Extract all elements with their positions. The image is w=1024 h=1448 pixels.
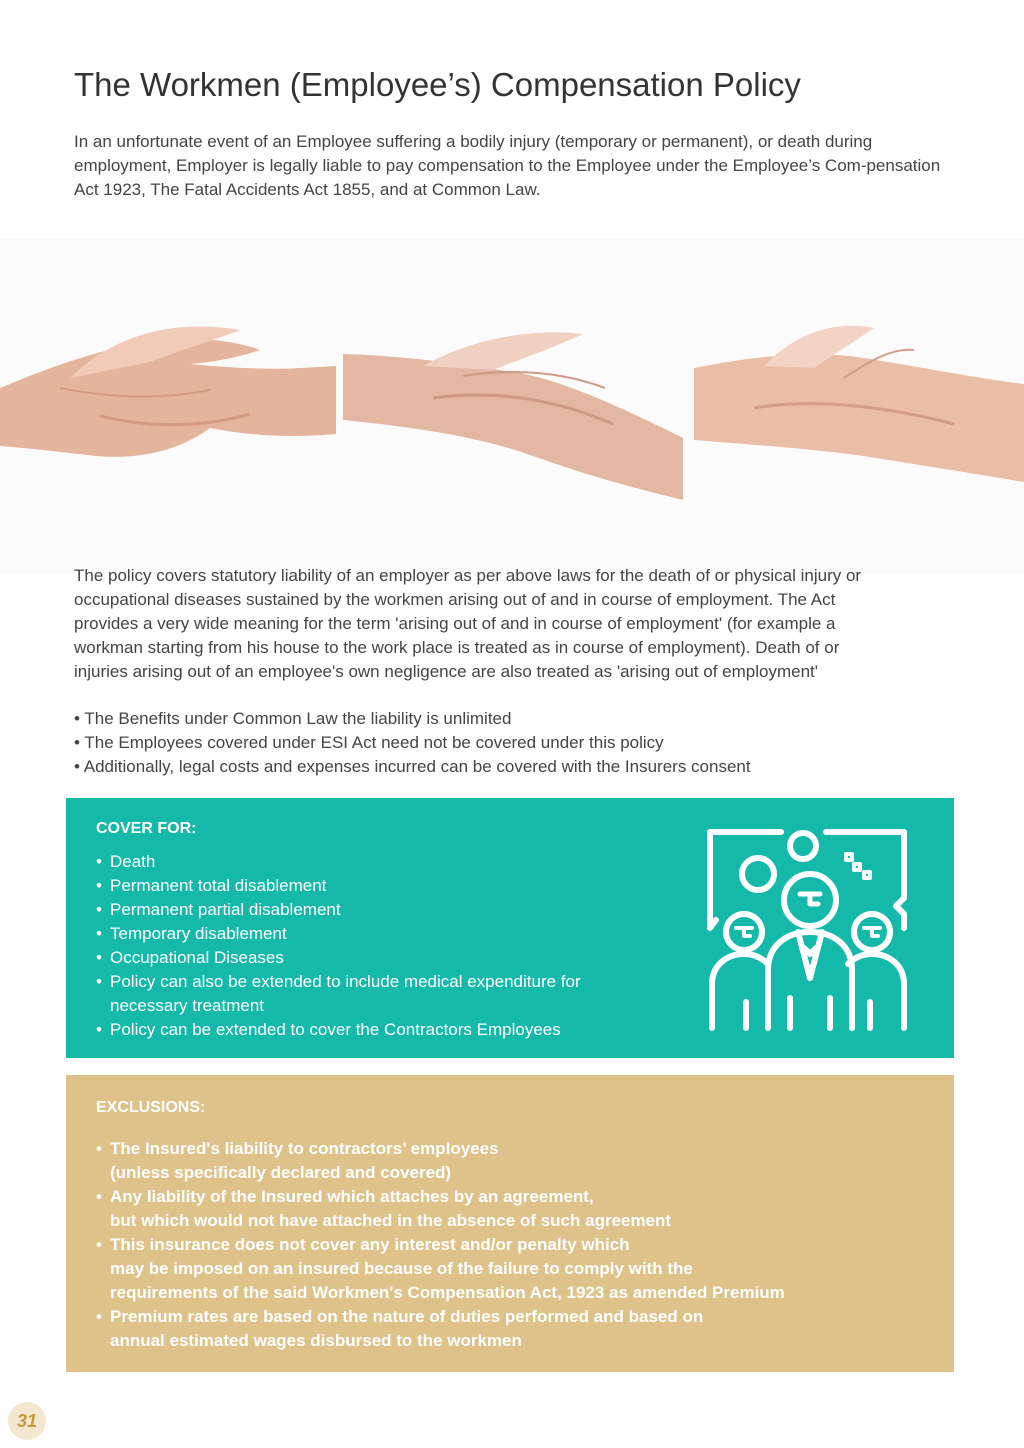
cover-item: • Death <box>96 850 656 874</box>
exclusions-panel <box>66 1075 954 1372</box>
benefit-item: • Additionally, legal costs and expenses incurred can be covered with the Insurers consent <box>74 757 751 776</box>
cover-item: • Occupational Diseases <box>96 946 656 970</box>
exclusion-line: • This insurance does not cover any interest and/or penalty which <box>110 1235 630 1254</box>
exclusion-line: • Any liability of the Insured which attaches by an agreement, <box>110 1187 594 1206</box>
exclusions-heading: EXCLUSIONS: <box>96 1099 206 1116</box>
employees-money-icon <box>706 828 910 1032</box>
benefit-item: • The Employees covered under ESI Act need not be covered under this policy <box>74 733 664 752</box>
exclusion-line: • Premium rates are based on the nature of duties performed and based on <box>110 1307 704 1326</box>
exclusion-item <box>96 1233 916 1305</box>
cover-list <box>96 850 656 1042</box>
exclusion-line: annual estimated wages disbursed to the workmen <box>110 1331 522 1350</box>
cover-item: • Policy can also be extended to include medical expenditure for necessary treatment <box>96 970 656 1018</box>
policy-description-line: occupational diseases sustained by the workmen arising out of and in course of employment. The Act <box>74 590 836 609</box>
exclusion-line: may be imposed on an insured because of the failure to comply with the <box>110 1259 693 1278</box>
policy-description-line: workman starting from his house to the work place is treated as in course of employment). Death of or <box>74 638 840 657</box>
exclusion-line: requirements of the said Workmen's Compensation Act, 1923 as amended Premium <box>110 1283 785 1302</box>
cover-panel <box>66 798 954 1058</box>
exclusion-item <box>96 1185 916 1233</box>
cover-item: • Policy can be extended to cover the Contractors Employees <box>96 1018 656 1042</box>
exclusion-item <box>96 1137 916 1185</box>
policy-description-line: provides a very wide meaning for the term 'arising out of and in course of employment' (for example a <box>74 614 836 633</box>
policy-description-line: The policy covers statutory liability of an employer as per above laws for the death of or physical injury or <box>74 566 862 585</box>
policy-description <box>74 564 954 684</box>
hands-photo-1 <box>0 238 336 574</box>
hands-photo-2 <box>343 238 683 574</box>
exclusion-line: • The Insured's liability to contractors’ employees <box>110 1139 499 1158</box>
benefits-list <box>74 707 954 779</box>
exclusions-list <box>96 1137 916 1353</box>
cover-item: • Temporary disablement <box>96 922 656 946</box>
page-number: 31 <box>8 1402 46 1440</box>
benefit-item: • The Benefits under Common Law the liability is unlimited <box>74 709 512 728</box>
hands-photo-3 <box>694 238 1024 574</box>
cover-item: • Permanent partial disablement <box>96 898 656 922</box>
policy-description-line: injuries arising out of an employee's own negligence are also treated as 'arising out of employment' <box>74 662 818 681</box>
exclusion-line: (unless specifically declared and covered) <box>110 1163 452 1182</box>
exclusion-line: but which would not have attached in the absence of such agreement <box>110 1211 672 1230</box>
exclusion-item <box>96 1305 916 1353</box>
page-title: The Workmen (Employee’s) Compensation Policy <box>74 66 801 103</box>
cover-item: • Permanent total disablement <box>96 874 656 898</box>
hands-photo-strip <box>0 238 1024 574</box>
intro-paragraph: In an unfortunate event of an Employee suffering a bodily injury (temporary or permanent), or death during employment, Employer is legally liable to pay compensation to the Employee under the Employee’s Com-pensation Act 1923, The Fatal Accidents Act 1855, and at Common Law. <box>74 132 941 199</box>
cover-heading: COVER FOR: <box>96 820 197 837</box>
